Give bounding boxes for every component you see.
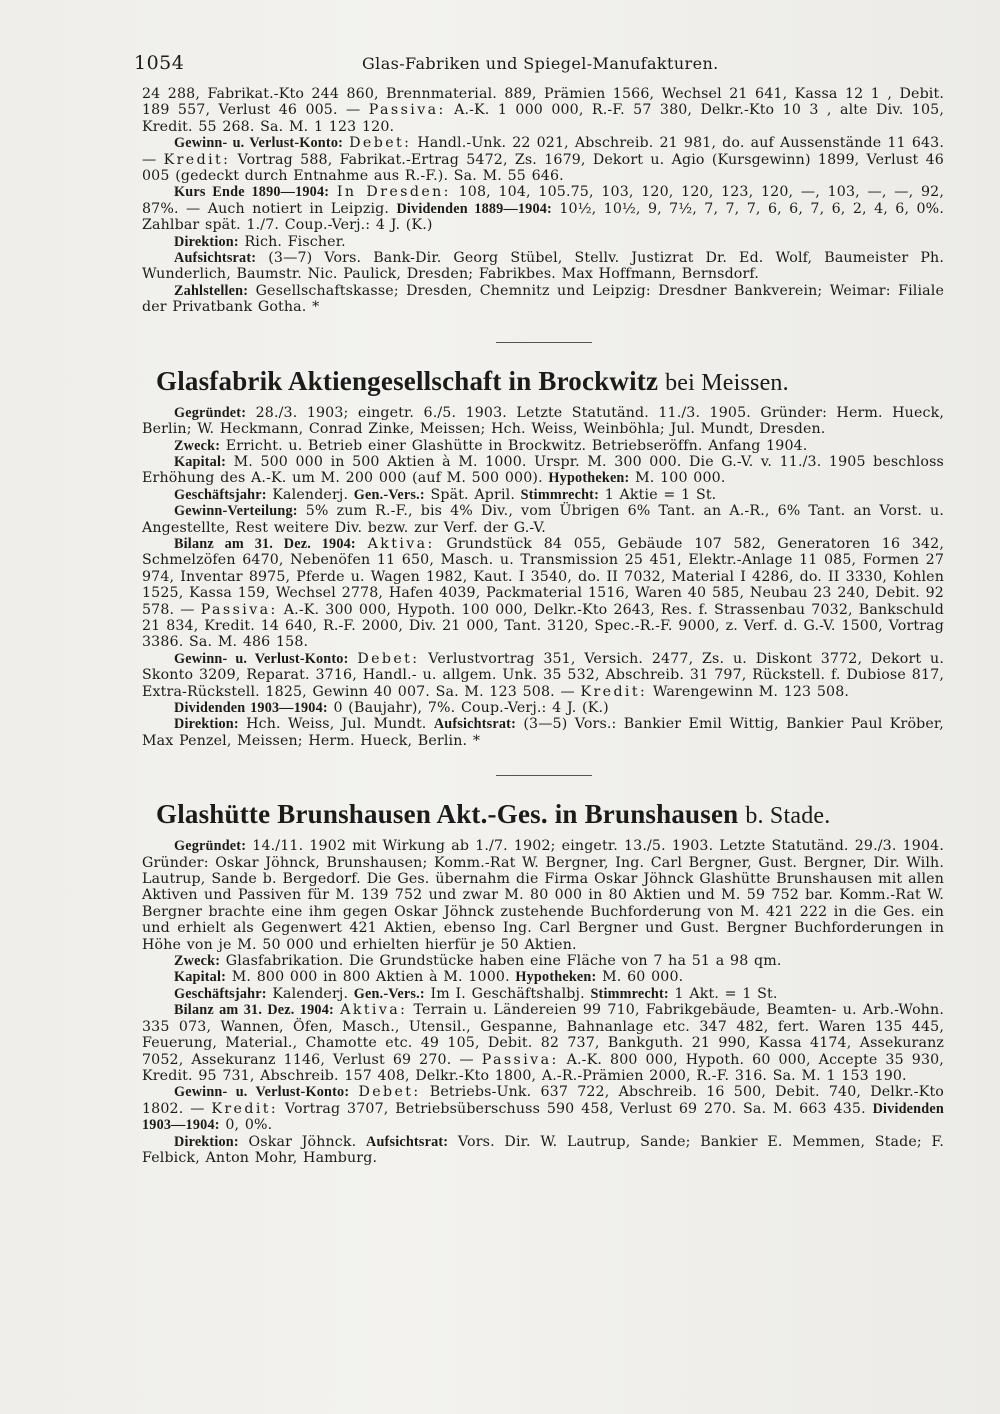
direktion-section: Direktion: Hch. Weiss, Jul. Mundt. Aufsichtsrat: (3—5) Vors.: Bankier Emil Wittig, Bankier Paul Kröber, Max Penzel, Meissen; Herm. Hueck, Berlin. * <box>142 716 944 749</box>
running-head: Glas-Fabriken und Spiegel-Manufakturen. <box>362 54 719 73</box>
bilanz-section: Bilanz am 31. Dez. 1904: Aktiva: Terrain u. Ländereien 99 710, Fabrikgebäude, Beamten- u. Arb.-Wohn. 335 073, Wannen, Öfen, Masch., Utensil., Gespanne, Bahnanlage etc. 347 482, fert. Waren 135 445, Feuerung, Material., Chamotte etc. 49 105, Debit. 82 737, Bankguth. 21 990, Kassa 4174, Assekuranz 7052, Assekuranz 1146, Verlust 69 270. — Passiva: A.-K. 800 000, Hypoth. 60 000, Accepte 35 930, Kredit. 95 731, Abschreib. 157 408, Delkr.-Kto 1800, A.-R.-Prämien 2000, R.-F. 316. Sa. M. 1 153 190. <box>142 1002 945 1084</box>
company-entry-brockwitz <box>142 365 944 750</box>
company-entry-brunshausen <box>142 798 944 1166</box>
gewinn-verteilung-section: Gewinn-Verteilung: 5% zum R.-F., bis 4% Div., vom Übrigen 6% Tant. an A.-R., 6% Tant. an Vorst. u. Angestellte, Rest weitere Div. bezw. zur Verf. der G.-V. <box>142 503 944 536</box>
direktion-section: Direktion: Rich. Fischer. <box>174 233 346 250</box>
page-header <box>134 52 944 86</box>
bilanz-section: Bilanz am 31. Dez. 1904: Aktiva: Grundstück 84 055, Gebäude 107 582, Generatoren 16 342, Schmelzöfen 6470, Nebenöfen 11 650, Masch. u. Transmission 25 451, Elektr.-Anlage 11 085, Formen 27 974, Inventar 8975, Pferde u. Wagen 1982, Kaut. I 3540, do. II 7032, Material I 4286, do. II 3330, Kohlen 1525, Kassa 159, Wechsel 2778, Hafen 4039, Packmaterial 1516, Waren 40 585, Neubau 23 240, Debit. 92 578. — Passiva: A.-K. 300 000, Hypoth. 100 000, Delkr.-Kto 2643, Res. f. Strassenbau 7032, Bankschuld 21 834, Kredit. 14 640, R.-F. 2000, Div. 21 000, Tant. 3120, Spec.-R.-F. 9000, z. Verf. d. G.-V. 1500, Vortrag 3386. Sa. M. 486 158. <box>142 535 945 651</box>
guv-section: Gewinn- u. Verlust-Konto: Debet: Handl.-Unk. 22 021, Abschreib. 21 981, do. auf Aussenstände 11 643. — Kredit: Vortrag 588, Fabrikat.-Ertrag 5472, Zs. 1679, Dekort u. Agio (Kursgewinn) 1899, Verlust 46 005 (gedeckt durch Entnahme aus R.-F.). Sa. M. 55 646. <box>142 135 945 185</box>
entry-title: Glashütte Brunshausen Akt.-Ges. in Brunshausen b. Stade. <box>156 799 831 830</box>
aufsichtsrat-section: Aufsichtsrat: (3—7) Vors. Bank-Dir. Georg Stübel, Stellv. Justizrat Dr. Ed. Wolf, Baumeister Ph. Wunderlich, Baumstr. Nic. Paulick, Dresden; Fabrikbes. Max Hoffmann, Bernsdorf. <box>142 250 944 283</box>
kurs-section: Kurs Ende 1890—1904: In Dresden: 108, 104, 105.75, 103, 120, 120, 123, 120, —, 103, —, —, 92, 87%. — Auch notiert in Leipzig. Dividenden 1889—1904: 10½, 10½, 9, 7½, 7, 7, 7, 6, 6, 7, 6, 2, 4, 6, 0%. Zahlbar spät. 1./7. Coup.-Verj.: 4 J. (K.) <box>142 184 944 234</box>
geschaeftsjahr-section: Geschäftsjahr: Kalenderj. Gen.-Vers.: Im I. Geschäftshalbj. Stimmrecht: 1 Akt. = 1 St. <box>174 985 778 1002</box>
section-divider <box>496 342 592 343</box>
guv-section: Gewinn- u. Verlust-Konto: Debet: Verlustvortrag 351, Versich. 2477, Zs. u. Diskont 3772, Dekort u. Skonto 3209, Reparat. 3716, Handl.- u. allgem. Unk. 35 532, Abschreib. 31 797, Rückstell. f. Dubiose 817, Extra-Rückstell. 1825, Gewinn 40 007. Sa. M. 123 508. — Kredit: Warengewinn M. 123 508. <box>142 650 944 700</box>
entry-title: Glasfabrik Aktiengesellschaft in Brockwitz bei Meissen. <box>156 365 789 396</box>
gegruendet-section: Gegründet: 14./11. 1902 mit Wirkung ab 1./7. 1902; eingetr. 13./5. 1903. Letzte Statutänd. 29./3. 1904. Gründer: Oskar Jöhnck, Brunshausen; Komm.-Rat W. Bergner, Ing. Carl Bergner, Gust. Bergner, Dir. Wilh. Lautrup, Sande b. Bergedorf. Die Ges. übernahm die Firma Oskar Jöhnck Glashütte Brunshausen mit allen Aktiven und Passiven für M. 139 752 und zwar M. 80 000 in 80 Aktien und M. 59 752 bar. Komm.-Rat W. Bergner brachte eine ihm gegen Oskar Jöhnck zustehende Buchforderung von M. 421 222 in die Ges. ein und erhielt als Gegenwert 421 Aktien, ebenso Ing. Carl Bergner und Gust. Bergner Buchforderungen in Höhe von je M. 50 000 und erhielten hierfür je 50 Aktien. <box>142 838 944 953</box>
kapital-section: Kapital: M. 800 000 in 800 Aktien à M. 1000. Hypotheken: M. 60 000. <box>174 969 684 986</box>
bilanz-continuation: 24 288, Fabrikat.-Kto 244 860, Brennmaterial. 889, Prämien 1566, Wechsel 21 641, Kassa 12 1 , Debit. 189 557, Verlust 46 005. — Passiva: A.-K. 1 000 000, R.-F. 57 380, Delkr.-Kto 10 3 , alte Div. 105, Kredit. 55 268. Sa. M. 1 123 120. <box>142 86 944 135</box>
direktion-section: Direktion: Oskar Jöhnck. Aufsichtsrat: Vors. Dir. W. Lautrup, Sande; Bankier E. Memmen, Stade; F. Felbick, Anton Mohr, Hamburg. <box>142 1133 944 1166</box>
guv-section: Gewinn- u. Verlust-Konto: Debet: Betriebs-Unk. 637 722, Abschreib. 16 500, Debit. 740, Delkr.-Kto 1802. — Kredit: Vortrag 3707, Betriebsüberschuss 590 458, Verlust 69 270. Sa. M. 663 435. Dividenden 1903—1904: 0, 0%. <box>142 1084 944 1134</box>
previous-entry-continuation <box>142 86 944 316</box>
geschaeftsjahr-section: Geschäftsjahr: Kalenderj. Gen.-Vers.: Spät. April. Stimmrecht: 1 Aktie = 1 St. <box>174 486 717 503</box>
zahlstellen-section: Zahlstellen: Gesellschaftskasse; Dresden, Chemnitz und Leipzig: Dresdner Bankverein; Weimar: Filiale der Privatbank Gotha. * <box>142 282 944 316</box>
zweck-section: Zweck: Glasfabrikation. Die Grundstücke haben eine Fläche von 7 ha 51 a 98 qm. <box>174 953 782 970</box>
section-divider <box>496 775 592 776</box>
kapital-section: Kapital: M. 500 000 in 500 Aktien à M. 1000. Urspr. M. 300 000. Die G.-V. v. 11./3. 1905 beschloss Erhöhung des A.-K. um M. 200 000 (auf M. 500 000). Hypotheken: M. 100 000. <box>142 453 944 487</box>
dividenden-section: Dividenden 1903—1904: 0 (Baujahr), 7%. Coup.-Verj.: 4 J. (K.) <box>174 700 609 716</box>
page-number: 1054 <box>134 52 185 74</box>
zweck-section: Zweck: Erricht. u. Betrieb einer Glashütte in Brockwitz. Betriebseröffn. Anfang 1904. <box>174 437 808 454</box>
gegruendet-section: Gegründet: 28./3. 1903; eingetr. 6./5. 1903. Letzte Statutänd. 11./3. 1905. Gründer: Herm. Hueck, Berlin; W. Heckmann, Conrad Zinke, Meissen; Hch. Weiss, Weinböhla; Jul. Mundt, Dresden. <box>142 404 944 438</box>
